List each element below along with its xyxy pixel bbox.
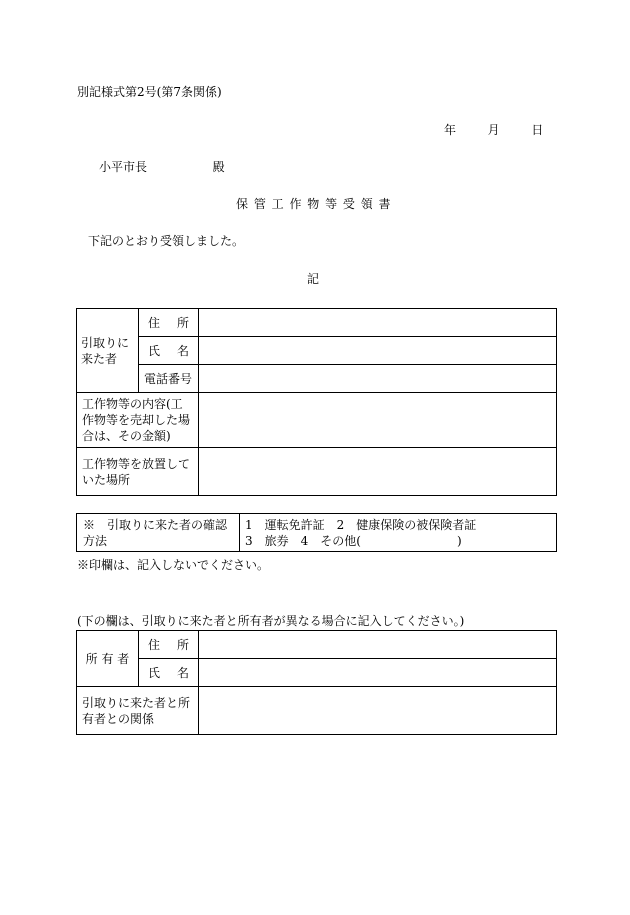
lower-note-text: (下の欄は、引取りに来た者と所有者が異なる場合に記入してください。) xyxy=(77,614,465,628)
address-label-1: 住 xyxy=(148,315,161,330)
owner-address-label-1: 住 xyxy=(148,637,161,652)
confirmation-options-line-1: 1 運転免許証 2 健康保険の被保険者証 xyxy=(245,517,477,532)
pickup-person-group-label: 引取りに来た者 xyxy=(77,309,139,393)
date-year-label: 年 xyxy=(444,123,457,137)
owner-address-label-2: 所 xyxy=(176,637,189,652)
address-field[interactable] xyxy=(199,309,557,337)
owner-name-label-2: 名 xyxy=(176,665,189,680)
addressee-name: 小平市長 xyxy=(99,160,148,174)
address-label-cell xyxy=(139,309,199,337)
contents-label: 工作物等の内容(工作物等を売却した場合は、その金額) xyxy=(77,393,199,448)
name-label-2: 名 xyxy=(176,343,189,358)
owner-name-field[interactable] xyxy=(199,659,557,687)
name-label-cell xyxy=(139,337,199,365)
date-day-label: 日 xyxy=(531,123,544,137)
note-text: ※印欄は、記入しないでください。 xyxy=(77,558,270,572)
date-month-label: 月 xyxy=(487,123,500,137)
addressee xyxy=(99,160,225,174)
owner-name-label-cell xyxy=(139,659,199,687)
owner-label: 所 有 者 xyxy=(77,631,139,687)
confirmation-options-line-2: 3 旅券 4 その他( ) xyxy=(245,533,462,548)
name-field[interactable] xyxy=(199,337,557,365)
pickup-person-table xyxy=(76,308,557,496)
addressee-honorific: 殿 xyxy=(212,160,225,174)
address-label-2: 所 xyxy=(176,315,189,330)
relation-field[interactable] xyxy=(199,687,557,735)
owner-address-label-cell xyxy=(139,631,199,659)
ki-label: 記 xyxy=(307,272,320,286)
intro-text: 下記のとおり受領しました。 xyxy=(88,234,245,248)
contents-field[interactable] xyxy=(199,393,557,448)
owner-table xyxy=(76,630,557,735)
confirmation-table xyxy=(76,513,557,552)
document-title: 保 管 工 作 物 等 受 領 書 xyxy=(236,197,392,211)
phone-label: 電話番号 xyxy=(139,365,199,393)
confirmation-method-label: ※ 引取りに来た者の確認方法 xyxy=(77,514,240,552)
form-number: 別記様式第2号(第7条関係) xyxy=(77,85,222,99)
place-field[interactable] xyxy=(199,448,557,496)
phone-field[interactable] xyxy=(199,365,557,393)
owner-address-field[interactable] xyxy=(199,631,557,659)
name-label-1: 氏 xyxy=(148,343,161,358)
place-label: 工作物等を放置していた場所 xyxy=(77,448,199,496)
relation-label: 引取りに来た者と所有者との関係 xyxy=(77,687,199,735)
owner-name-label-1: 氏 xyxy=(148,665,161,680)
confirmation-options xyxy=(240,514,557,552)
date-line xyxy=(444,123,543,137)
